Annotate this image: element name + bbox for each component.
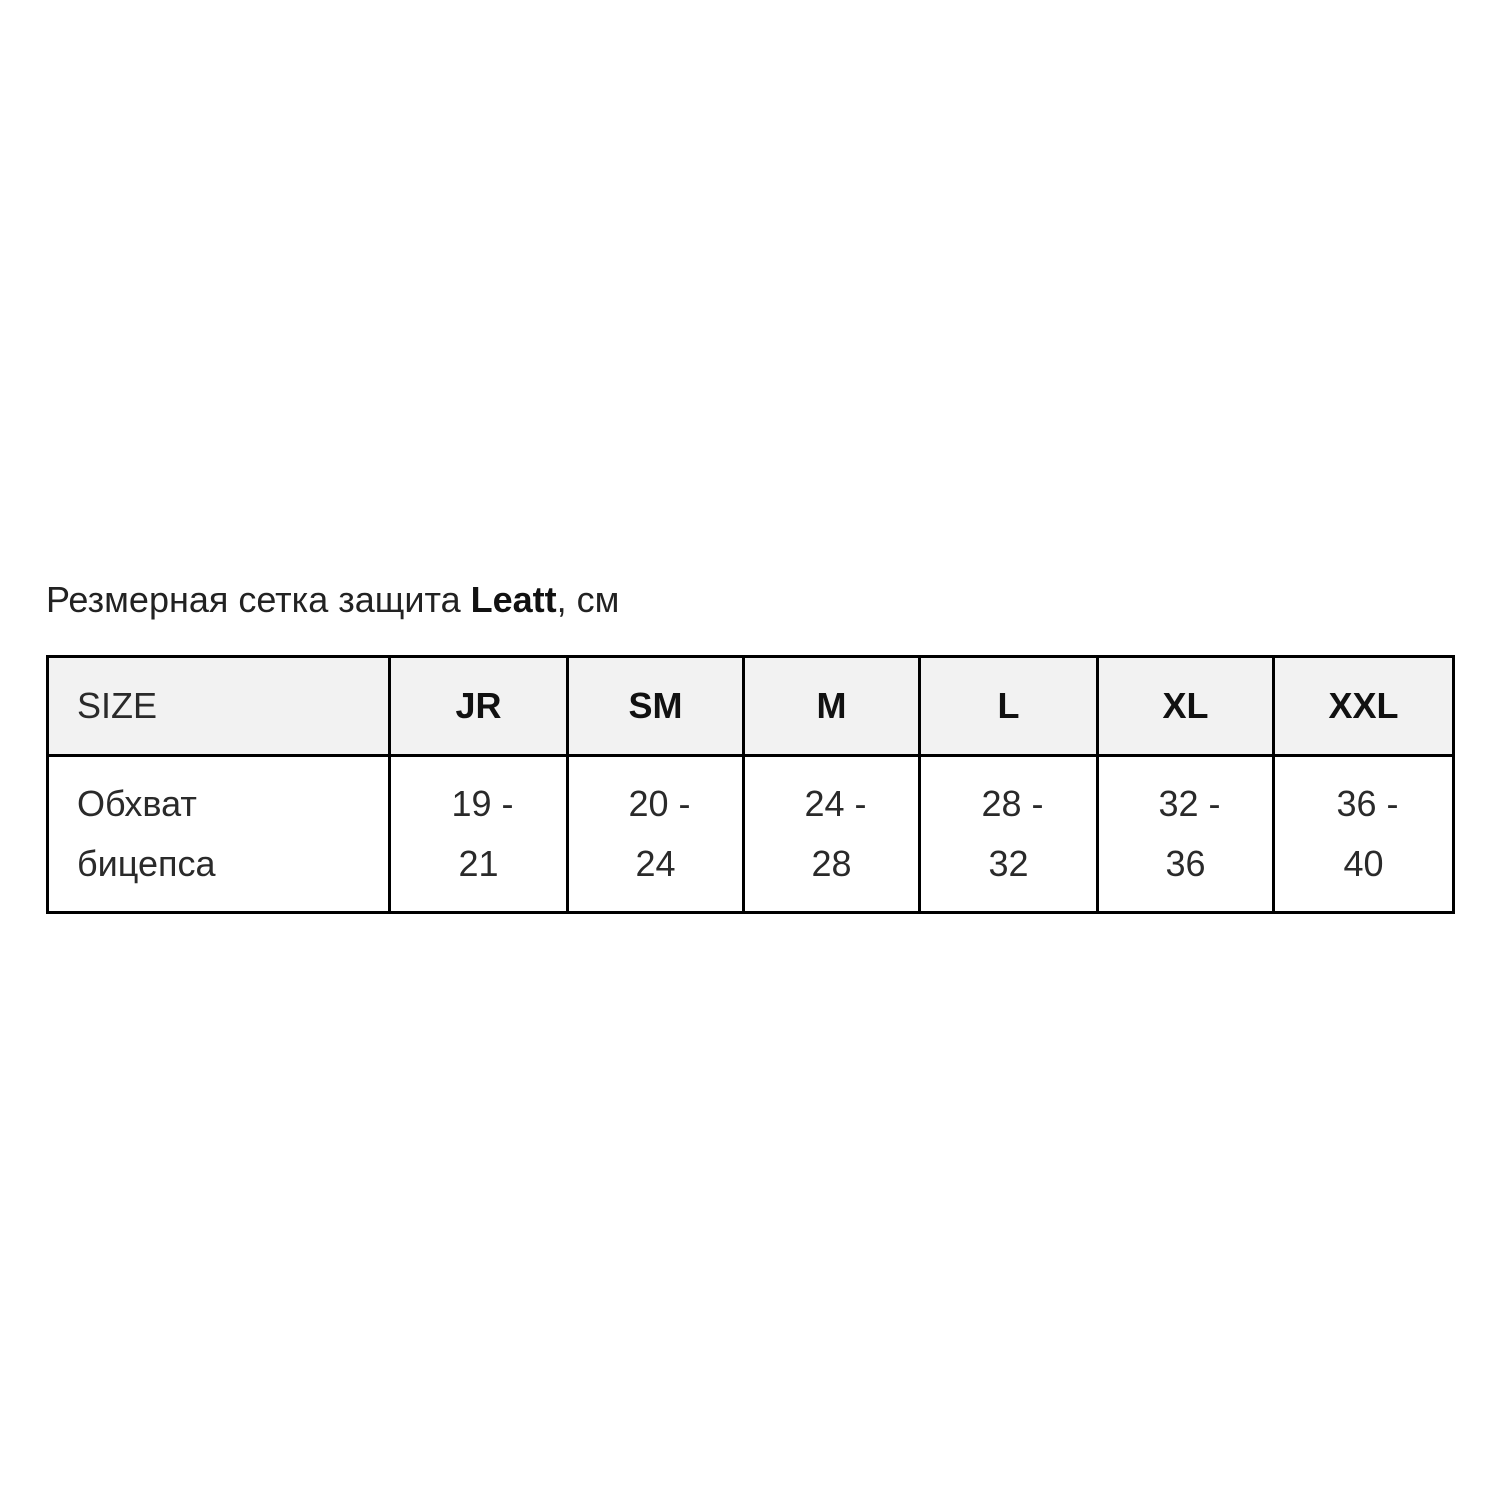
size-header-label: SIZE xyxy=(77,685,158,726)
biceps-value-sm xyxy=(568,756,744,913)
caption-brand: Leatt xyxy=(470,579,557,620)
biceps-label-line1: Обхват xyxy=(77,783,197,824)
caption-prefix: Резмерная сетка защита xyxy=(46,579,471,620)
range-start: 20 - xyxy=(628,783,691,824)
table-caption xyxy=(46,579,619,621)
range-start: 36 - xyxy=(1336,783,1399,824)
range-start: 19 - xyxy=(451,783,514,824)
header-row xyxy=(48,657,1454,756)
biceps-value-m xyxy=(744,756,920,913)
size-sm: SM xyxy=(568,657,744,756)
range-end: 36 xyxy=(1165,843,1206,884)
biceps-label-cell xyxy=(48,756,390,913)
range-start: 32 - xyxy=(1158,783,1221,824)
header-label-cell xyxy=(48,657,390,756)
range-start: 28 - xyxy=(981,783,1044,824)
biceps-value-jr xyxy=(390,756,568,913)
size-m: M xyxy=(744,657,920,756)
range-end: 28 xyxy=(811,843,852,884)
size-xxl: XXL xyxy=(1274,657,1454,756)
range-end: 32 xyxy=(988,843,1029,884)
size-chart-table xyxy=(46,655,1455,914)
biceps-value-l xyxy=(920,756,1098,913)
biceps-label-line2: бицепса xyxy=(77,843,216,884)
caption-suffix: , см xyxy=(556,579,620,620)
range-start: 24 - xyxy=(804,783,867,824)
range-end: 40 xyxy=(1343,843,1384,884)
range-end: 24 xyxy=(635,843,676,884)
biceps-value-xl xyxy=(1098,756,1274,913)
size-l: L xyxy=(920,657,1098,756)
size-jr: JR xyxy=(390,657,568,756)
size-xl: XL xyxy=(1098,657,1274,756)
range-end: 21 xyxy=(458,843,499,884)
biceps-value-xxl xyxy=(1274,756,1454,913)
biceps-row xyxy=(48,756,1454,913)
